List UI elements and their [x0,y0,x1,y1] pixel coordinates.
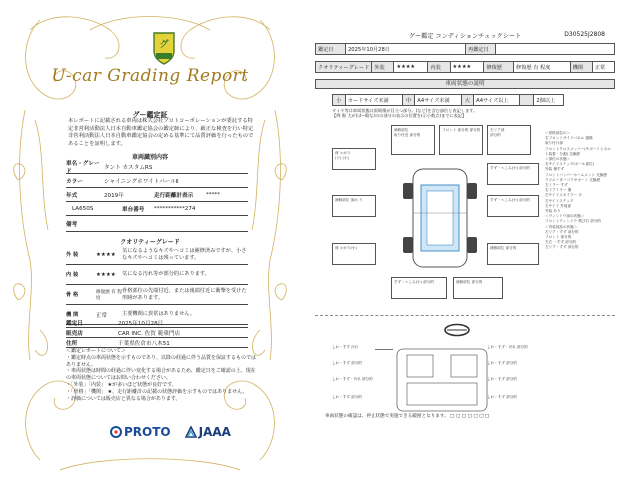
sheet-id: D30525J2808 [564,31,605,38]
shop-row [66,328,248,338]
remarks-label: 備考 [66,221,78,228]
side-note: 左サイドスポイラー 少 [545,193,582,198]
jaaa-logo [185,425,231,439]
check-box: □ [473,414,478,419]
size-cell: A4サイズ未満 [415,95,461,106]
note-item: ・評価については販売店と異なる場合があります。 [66,395,181,402]
certificate-title: U-car Grading Report [51,66,249,86]
grade-row-exterior [66,245,248,265]
svg-text:グ: グ [159,40,169,50]
size-cell: 2個以上 [534,95,564,106]
damage-text: 荷 ＊がり (ワ) (小) [335,151,351,160]
sheet-ext-label: 外装 [372,62,394,73]
grade-stars: 修復歴 有 程度 [96,289,122,301]
chassis-label: 車台番号 [122,206,145,213]
damage-panel [487,195,539,217]
side-note: 左リア・すず 部分的 [545,245,579,250]
note-item: ・「外装」「内装」 ★が多いほど状態が良好です。 [66,381,177,388]
grade-label: 骨 格 [66,292,79,298]
grade-label: 機 関 [66,312,79,318]
side-note: ＜ウィンドウ部の状態＞ [545,214,585,219]
size-cell: カードサイズ未満 [345,95,402,106]
notes-title: ＜鑑定レポートについて＞ [66,348,126,354]
interior-note: しわ・すず 部分的 [487,361,517,365]
side-note: フロントバンパーホームメント 交換歴 [545,172,607,177]
size-cell [520,95,534,106]
side-note: 左右 ・すず 部分的 [545,240,577,245]
mileage-label: 走行距離計表示 [154,192,194,199]
damage-panel [439,125,483,155]
sheet-date-label: 鑑定日 [316,44,346,55]
side-note: 左リア・すず 部分的 [545,229,579,234]
check-box: □ [461,414,467,419]
sheet-frame-value: 修復歴 有 程度 [514,62,571,73]
check-box: □ [485,414,490,419]
grade-description: 気になる汚れ等が部分的にあります。 [122,271,210,278]
sheet-regno-value [496,44,615,55]
grade-row-frame [66,285,248,305]
damage-panel [332,243,376,265]
sheet-engine-label: 機関 [570,62,592,73]
grade-stars: 正常 [96,312,108,319]
interior-note: しわ・すず 部分的 [332,361,362,365]
grade-description: 主要機関に異常はありません。 [122,311,195,318]
damage-panel [487,243,539,265]
size-cell: 中 [402,95,415,106]
side-note: 左サイドステップ [545,198,574,203]
side-note: 左ミラー すず [545,183,568,188]
side-note: 左サイド 外装部 [545,203,572,208]
size-cell: 大 [461,95,474,106]
side-note: 取り付け部 [545,141,563,146]
vehicle-remarks-row [66,216,248,232]
damage-text: フロント 部分的 部分的 [442,128,481,132]
connector-line [375,349,393,350]
vehicle-color-row [66,174,248,188]
side-note: 右サイドステップ(ポール部位) [545,162,595,167]
sheet-date-value: 2025年10月28日 [346,44,466,55]
damage-panel [391,277,447,299]
grade-label: 内 装 [66,272,79,278]
damage-panel [332,195,376,217]
bottom-note [325,413,489,419]
chassis-value: ***********274 [154,205,196,212]
side-note: 外装 傷すず [545,167,565,172]
check-box: □ [467,414,472,419]
damage-text: 補修部位 部分的 [490,246,517,250]
jaaa-mark-icon [185,426,197,438]
grade-row-interior [66,265,248,285]
check-box: □ [450,414,455,419]
vehicle-color-value: シャイニングホワイトパールⅡ [104,178,179,185]
address-value: 千葉県佐倉市八木51 [118,340,170,347]
vehicle-year-row [66,188,248,202]
vehicle-year-label: 年式 [66,192,78,199]
side-note: ＜内装部品の状態＞ [545,224,578,229]
damage-text: すず・ヘこみ(小) 部分的 [490,198,530,202]
interior-note: しわ・すず 部分的 [487,377,517,381]
side-note: ＜骨格部位の＞ [545,131,571,135]
steering-wheel-icon [443,323,471,337]
vehicle-color-label: カラー [66,178,83,185]
damage-text: すず・ヘこみ(小) 部分的 [490,166,530,170]
side-note: フロントウィンドウ 飛び石 部分的 [545,219,601,224]
certificate-notes [66,348,256,402]
certificate-intro: 本レポートに記載される車両は株式会社プロトコーポレーションが委託する特定非営利活動法人日本自動車鑑定協会の鑑定師により、厳正な検査を行い特定非営利活動法人日本自動車鑑定協会の定める基準にて品質評価を行ったものであることを証明します。 [68,118,254,147]
grading-certificate [0,0,300,480]
proto-logo-text: PROTO [124,425,171,439]
note-item: ・鑑定時点の車両状態を示すものであり、以降の経過に伴う品質を保証するものではありません。 [66,354,257,368]
date-row [66,318,248,328]
side-note: ラジエーターコアサポート 交換歴 [545,177,601,182]
damage-panel [487,125,531,155]
vehicle-name-label: 車名・グレード [66,160,100,175]
sheet-quality-table [315,61,615,73]
grade-description: 骨格部位の先端付近、または後端付近に衝撃を受けた形跡があります。 [122,287,247,301]
shop-value: CAR INC. 佐賀 範乗門店 [118,330,181,337]
note-item: ・車両状態は時間の経過に伴い変化する場合があるため、鑑定日をご確認の上、現在の車両状態についてはお問い合わせください。 [66,368,256,382]
sheet-date-table [315,43,615,55]
side-notes [545,131,613,251]
sheet-int-stars: ★★★★ [450,62,484,73]
damage-panel [332,148,376,170]
damage-text: 補修部位 部分的 [456,280,483,284]
grade-label: 外 装 [66,252,79,258]
goo-kantei-emblem [150,31,178,65]
interior-note: しわ・すず 部分的 [332,395,362,399]
certificate-subtitle: グー鑑定証 [132,111,168,119]
interior-note: しわ・すず・汚れ 部分的 [332,377,373,381]
sheet-ext-stars: ★★★★ [394,62,428,73]
address-row [66,338,248,348]
vehicle-section-title: 車両識別内容 [131,154,168,161]
side-note: 右フロントサイドパネル 損傷 [545,136,593,141]
condition-check-sheet [315,23,615,443]
side-note: フロント 部分的 [545,235,572,240]
shop-label: 販売店 [66,330,83,337]
condition-section-title: 車両状態の説明 [315,79,615,89]
interior-note: しわ・すす 汚れ [332,345,359,349]
damage-panel [391,125,435,155]
date-label: 鑑定日 [66,320,83,327]
quality-section-title: クオリティーグレード [120,239,180,246]
side-note: フロントクロスメンバー(サポートとボルト装着・分割) 交換歴 [545,146,611,156]
sheet-engine-value: 正常 [592,62,614,73]
side-note: 右ドアミラー 傷 [545,188,572,193]
proto-logo [110,425,171,439]
date-value: 2025年10月28日 [118,320,164,327]
section-divider [315,315,615,316]
note-item: ・「骨格」「機関」 ★、走行距離計の記載の状態評価を示すものではありません。 [66,388,248,395]
damage-text: 荷 ＊がり(小) [335,246,357,250]
vehicle-name-row [66,160,248,174]
damage-panel [487,163,539,185]
size-legend-table [332,94,564,106]
damage-text: 補修部位 頂め り [335,198,363,202]
side-note: ＜部位の状態＞ [545,157,571,162]
sheet-quality-label: クオリティーグレード [316,62,372,73]
proto-mark-icon [110,426,122,438]
damage-text: すず・ヘこみ(小) 部分的 [394,280,434,284]
interior-note: しわ・すず 部分的 [487,395,517,399]
car-top-view-diagram [395,163,485,273]
side-note: 外装 あり [545,209,561,214]
damage-text: 補修部位 取り付近 部分的 [394,128,421,137]
check-box: □ [479,414,484,419]
damage-panel [453,277,503,299]
grade-description: 気になるようなキズやヘコミは補修済みですが、小さなキズやヘコミは残っています。 [122,247,247,261]
vehicle-year-value: 2019年 [104,192,124,199]
sheet-int-label: 内装 [428,62,450,73]
vehicle-model-value: LA650S [72,205,94,212]
check-box: □ [455,414,461,419]
grade-stars: ★★★★ [96,251,116,258]
address-label: 住所 [66,340,78,347]
sheet-frame-label: 修復歴 [484,62,514,73]
mileage-value: ***** [206,191,220,198]
size-cell: 小 [333,95,346,106]
jaaa-logo-text: JAAA [198,425,231,439]
legend-line-1: タイヤ等は車両状態は原則傷が目立つ部分。(など)を含む部位と表記します。 [332,108,478,113]
vehicle-model-row [66,202,248,216]
legend-line-2: 【例 傷 大が(ぱ~傷な)のの部分の表示の位置を(示小数点)までに表記】 [332,113,467,118]
bottom-note-text: 車両状態の確認は、停止状態で実施できる範囲となります。 [325,414,449,419]
grade-stars: ★★★★ [96,271,116,278]
sheet-title: グー鑑定 コンディションチェックシート [408,33,522,40]
sponsor-logos [110,425,231,439]
sheet-regno-label: 再鑑定日 [466,44,496,55]
car-interior-diagram [387,345,497,415]
damage-text: 左リア部 部分的 [490,128,505,137]
vehicle-name-value: タント カスタムRS [104,164,153,171]
size-cell: A4サイズ以上 [474,95,520,106]
interior-note: しわ・すず・汚れ 部分的 [487,345,528,349]
